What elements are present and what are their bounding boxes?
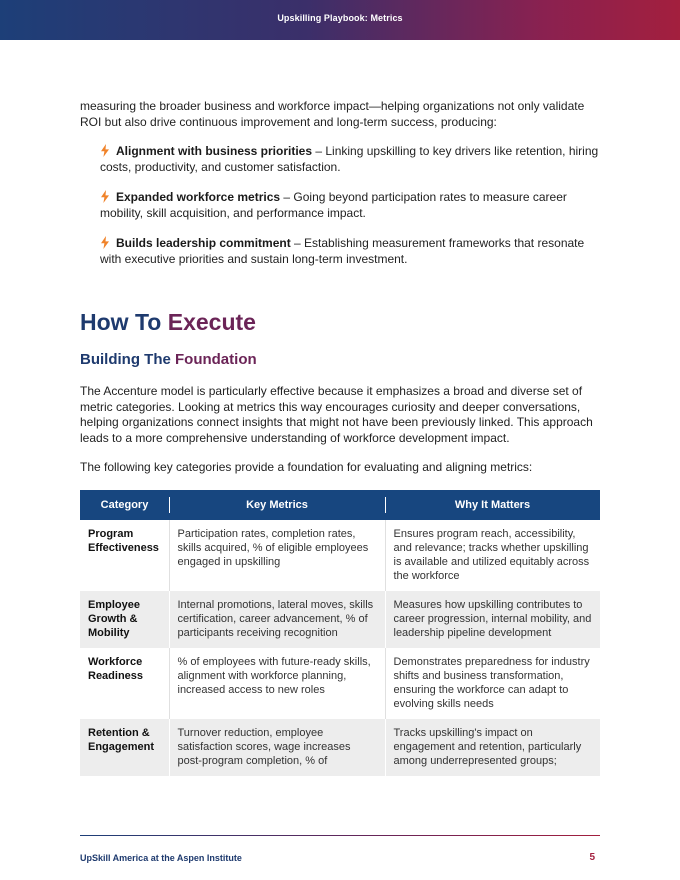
category-cell: Retention & Engagement <box>80 719 169 776</box>
category-cell: Program Effectiveness <box>80 520 169 591</box>
intro-paragraph: measuring the broader business and workforce impact—helping organizations not only validate ROI but also drive continuous improvement and long-term success, producing: <box>80 99 585 129</box>
lightning-bolt-icon <box>100 190 110 203</box>
list-item <box>100 189 600 221</box>
bullet-text: – Establishing measurement frameworks that resonate with executive priorities and sustain long-term investment. <box>100 236 585 266</box>
column-header-key-metrics: Key Metrics <box>169 490 385 520</box>
metrics-cell: Participation rates, completion rates, skills acquired, % of eligible employees engaged in upskilling <box>169 520 385 591</box>
foundation-paragraph: The Accenture model is particularly effective because it emphasizes a broad and diverse set of metric categories. Looking at metrics this way encourages curiosity and deeper conversations, helping organizations connect insights that might not have been previously linked. This approach leads to a more comprehensive understanding of workforce development impact. <box>80 384 593 445</box>
metrics-cell: % of employees with future-ready skills, alignment with workforce planning, increased access to new roles <box>169 648 385 719</box>
metrics-table <box>80 490 600 776</box>
bullet-text: – Going beyond participation rates to measure career mobility, skill acquisition, and performance impact. <box>100 190 567 220</box>
category-cell: Workforce Readiness <box>80 648 169 719</box>
page-number: 5 <box>589 852 595 863</box>
column-header-why-it-matters: Why It Matters <box>385 490 600 520</box>
page-content <box>80 99 600 776</box>
section-title-part2: Execute <box>161 309 256 335</box>
table-row <box>80 591 600 648</box>
lightning-bolt-icon <box>100 236 110 249</box>
subsection-title-part2: Foundation <box>170 351 257 368</box>
category-cell: Employee Growth & Mobility <box>80 591 169 648</box>
page-header-bar <box>0 0 680 40</box>
list-item <box>100 143 600 175</box>
table-header-row <box>80 490 600 520</box>
categories-intro-paragraph: The following key categories provide a foundation for evaluating and aligning metrics: <box>80 460 533 474</box>
metrics-cell: Internal promotions, lateral moves, skills certification, career advancement, % of participants receiving recognition <box>169 591 385 648</box>
benefits-list <box>80 143 600 267</box>
why-cell: Measures how upskilling contributes to career progression, internal mobility, and leadership pipeline development <box>385 591 600 648</box>
bullet-title: Builds leadership commitment <box>116 236 291 250</box>
bullet-title: Expanded workforce metrics <box>116 190 281 204</box>
column-header-category: Category <box>80 490 169 520</box>
table-row <box>80 520 600 591</box>
header-title: Upskilling Playbook: Metrics <box>277 13 403 23</box>
subsection-title-part1: Building The <box>80 351 171 368</box>
table-row <box>80 719 600 776</box>
table-row <box>80 648 600 719</box>
section-title <box>80 308 600 336</box>
lightning-bolt-icon <box>100 144 110 157</box>
why-cell: Demonstrates preparedness for industry shifts and business transformation, ensuring the workforce can adapt to evolving skills needs <box>385 648 600 719</box>
bullet-text: – Linking upskilling to key drivers like retention, hiring costs, productivity, and customer satisfaction. <box>100 144 599 174</box>
section-title-part1: How To <box>80 309 162 335</box>
why-cell: Tracks upskilling's impact on engagement and retention, particularly among underrepresented groups; <box>385 719 600 776</box>
bullet-title: Alignment with business priorities <box>116 144 313 158</box>
subsection-title <box>80 350 600 370</box>
list-item <box>100 235 600 267</box>
footer-divider <box>80 835 600 836</box>
why-cell: Ensures program reach, accessibility, and relevance; tracks whether upskilling is available and utilized equitably across the workforce <box>385 520 600 591</box>
footer-org-name: UpSkill America at the Aspen Institute <box>80 853 242 863</box>
metrics-cell: Turnover reduction, employee satisfaction scores, wage increases post-program completion, % of <box>169 719 385 776</box>
